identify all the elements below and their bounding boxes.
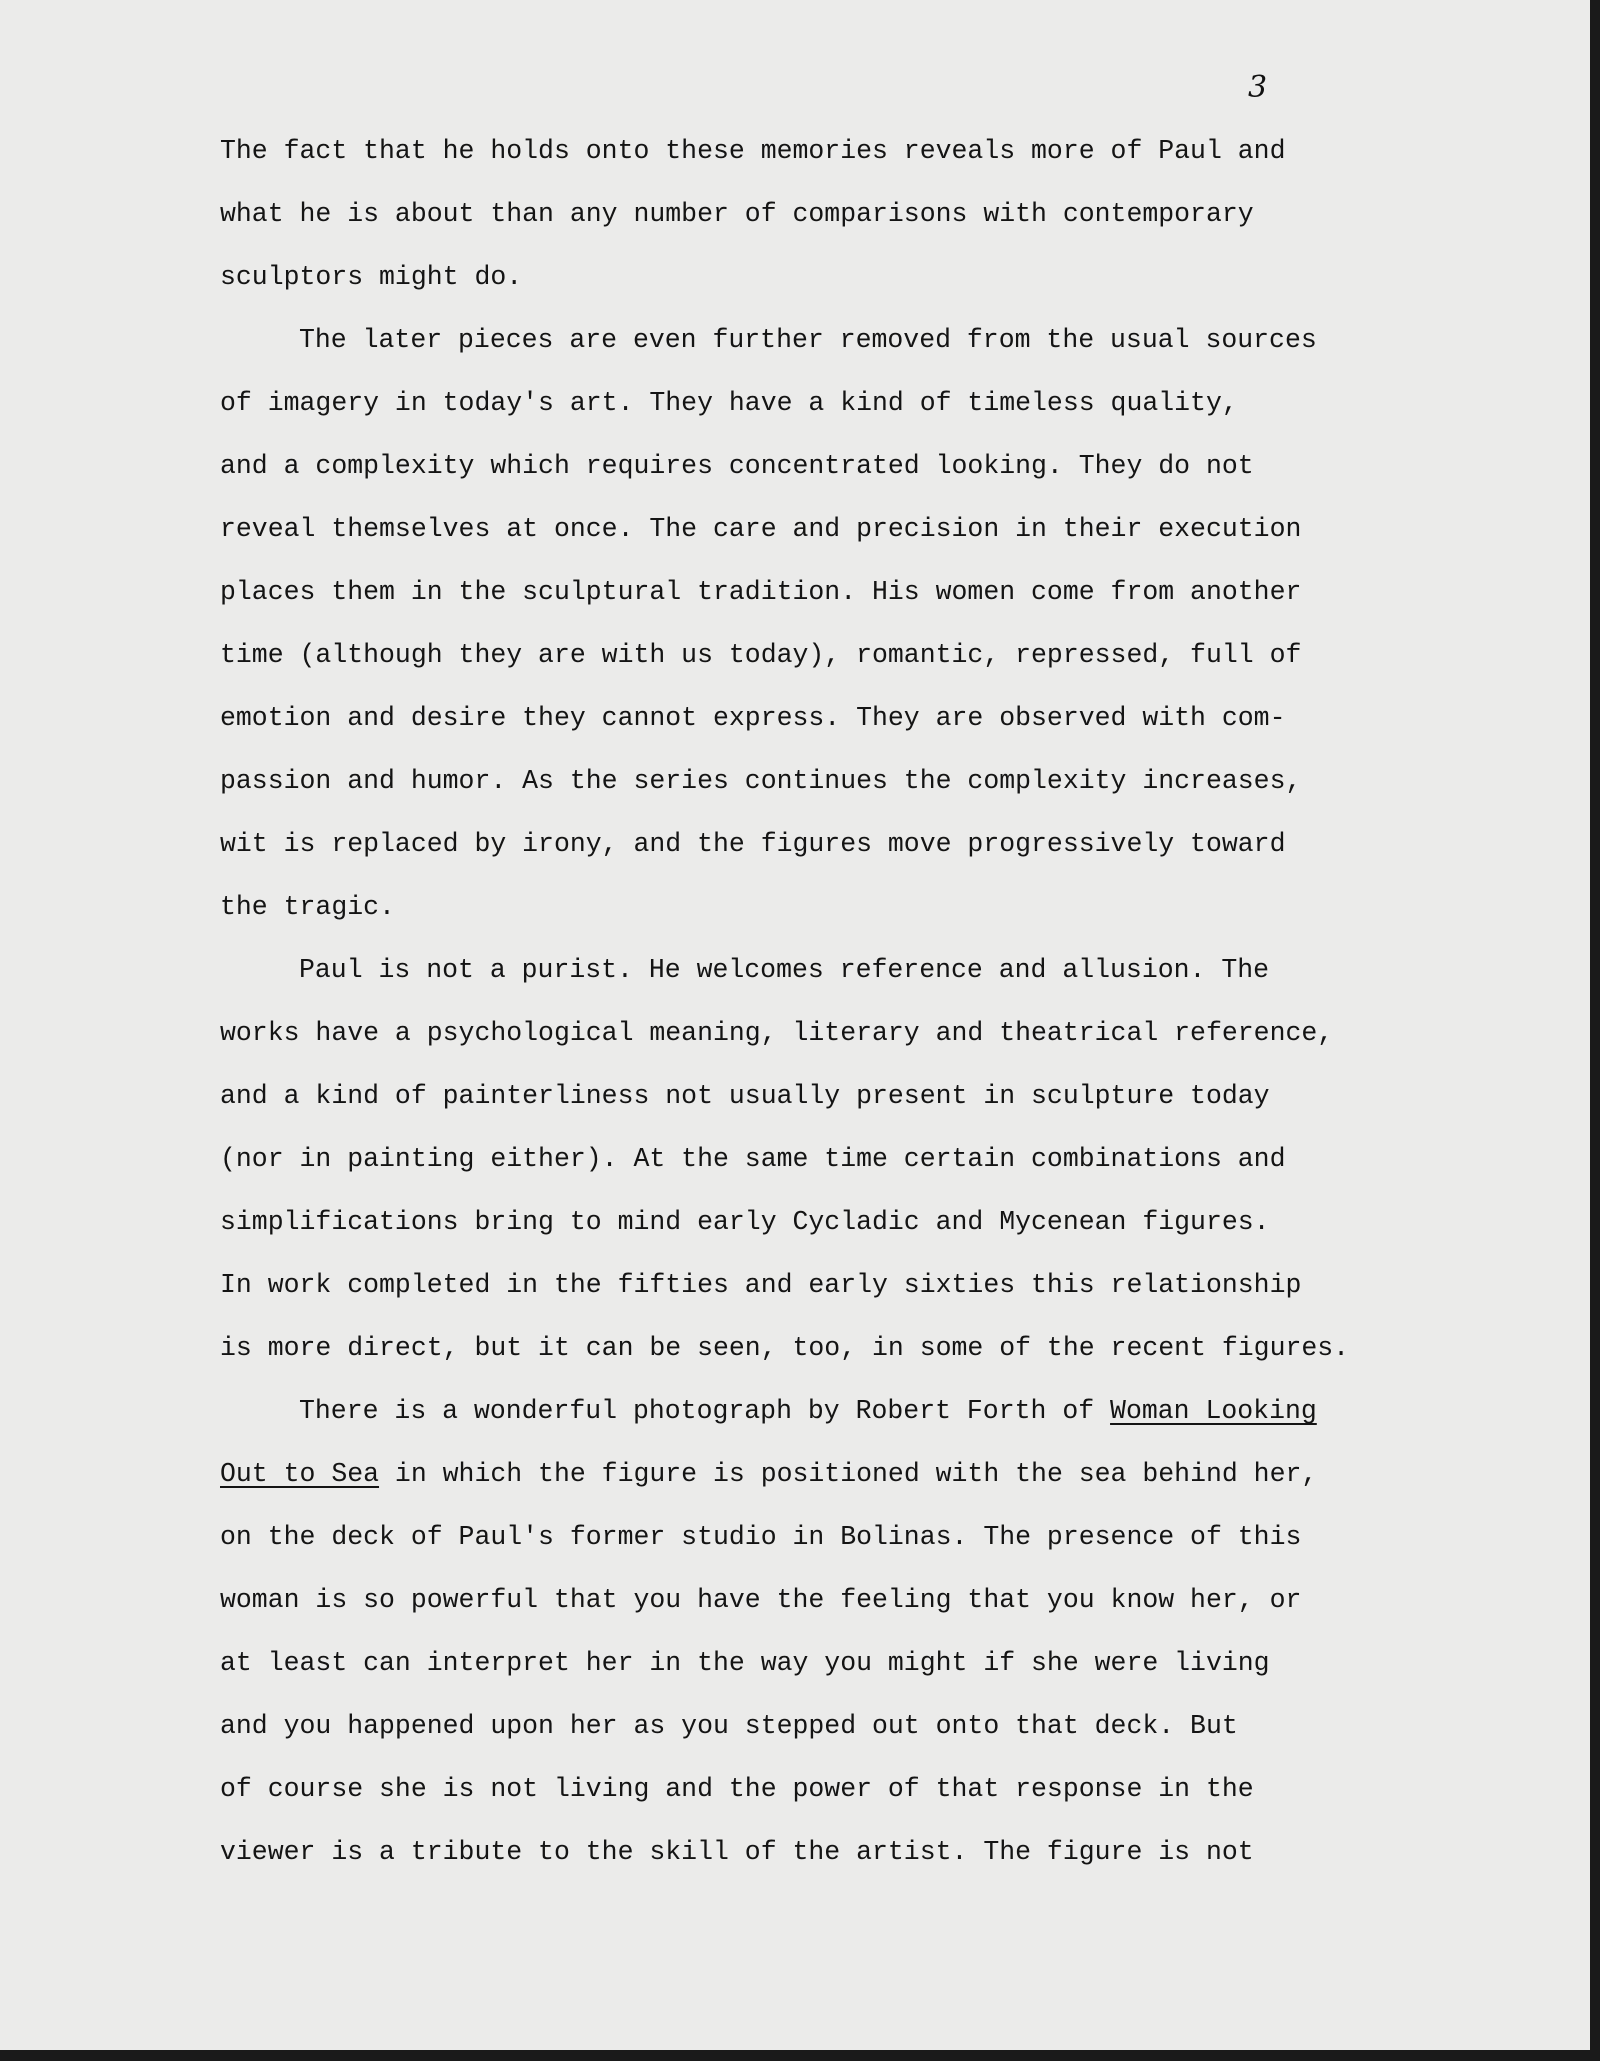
text-line: woman is so powerful that you have the feeling that you know her, or bbox=[220, 1585, 1302, 1615]
text-line: wit is replaced by irony, and the figures move progressively toward bbox=[220, 829, 1286, 859]
text-line: viewer is a tribute to the skill of the artist. The figure is not bbox=[220, 1837, 1254, 1867]
text-line: simplifications bring to mind early Cycladic and Mycenean figures. bbox=[220, 1207, 1270, 1237]
text-line: and a kind of painterliness not usually present in sculpture today bbox=[220, 1081, 1270, 1111]
text-line: emotion and desire they cannot express. They are observed with com- bbox=[220, 703, 1286, 733]
text-line: Paul is not a purist. He welcomes reference and allusion. The bbox=[299, 955, 1270, 985]
body-text bbox=[220, 132, 1350, 1896]
text-line: of imagery in today's art. They have a kind of timeless quality, bbox=[220, 388, 1238, 418]
artwork-title-underlined: Out to Sea bbox=[220, 1459, 380, 1489]
text-line: on the deck of Paul's former studio in Bolinas. The presence of this bbox=[220, 1522, 1302, 1552]
text-line: In work completed in the fifties and early sixties this relationship bbox=[220, 1270, 1302, 1300]
text-line: works have a psychological meaning, literary and theatrical reference, bbox=[220, 1018, 1334, 1048]
text-line: is more direct, but it can be seen, too, in some of the recent figures. bbox=[220, 1333, 1350, 1363]
text-segment: There is a wonderful photograph by Robert Forth of bbox=[299, 1396, 1111, 1426]
text-line: (nor in painting either). At the same time certain combinations and bbox=[220, 1144, 1286, 1174]
text-line: reveal themselves at once. The care and precision in their execution bbox=[220, 514, 1302, 544]
text-line: and you happened upon her as you stepped out onto that deck. But bbox=[220, 1711, 1238, 1741]
text-line: The later pieces are even further removed from the usual sources bbox=[299, 325, 1317, 355]
text-line: sculptors might do. bbox=[220, 262, 523, 292]
text-line bbox=[220, 1455, 1350, 1518]
text-line bbox=[220, 1392, 1350, 1455]
text-line: what he is about than any number of comparisons with contemporary bbox=[220, 199, 1254, 229]
page-number: 3 bbox=[1248, 70, 1268, 105]
text-line: passion and humor. As the series continues the complexity increases, bbox=[220, 766, 1302, 796]
artwork-title-underlined: Woman Looking bbox=[1110, 1396, 1317, 1426]
text-line: and a complexity which requires concentrated looking. They do not bbox=[220, 451, 1254, 481]
text-line: The fact that he holds onto these memories reveals more of Paul and bbox=[220, 136, 1286, 166]
text-segment: in which the figure is positioned with the sea behind her, bbox=[379, 1459, 1318, 1489]
text-line: places them in the sculptural tradition. His women come from another bbox=[220, 577, 1302, 607]
text-line: at least can interpret her in the way you might if she were living bbox=[220, 1648, 1270, 1678]
text-line: the tragic. bbox=[220, 892, 395, 922]
text-line: time (although they are with us today), romantic, repressed, full of bbox=[220, 640, 1302, 670]
text-line: of course she is not living and the power of that response in the bbox=[220, 1774, 1254, 1804]
